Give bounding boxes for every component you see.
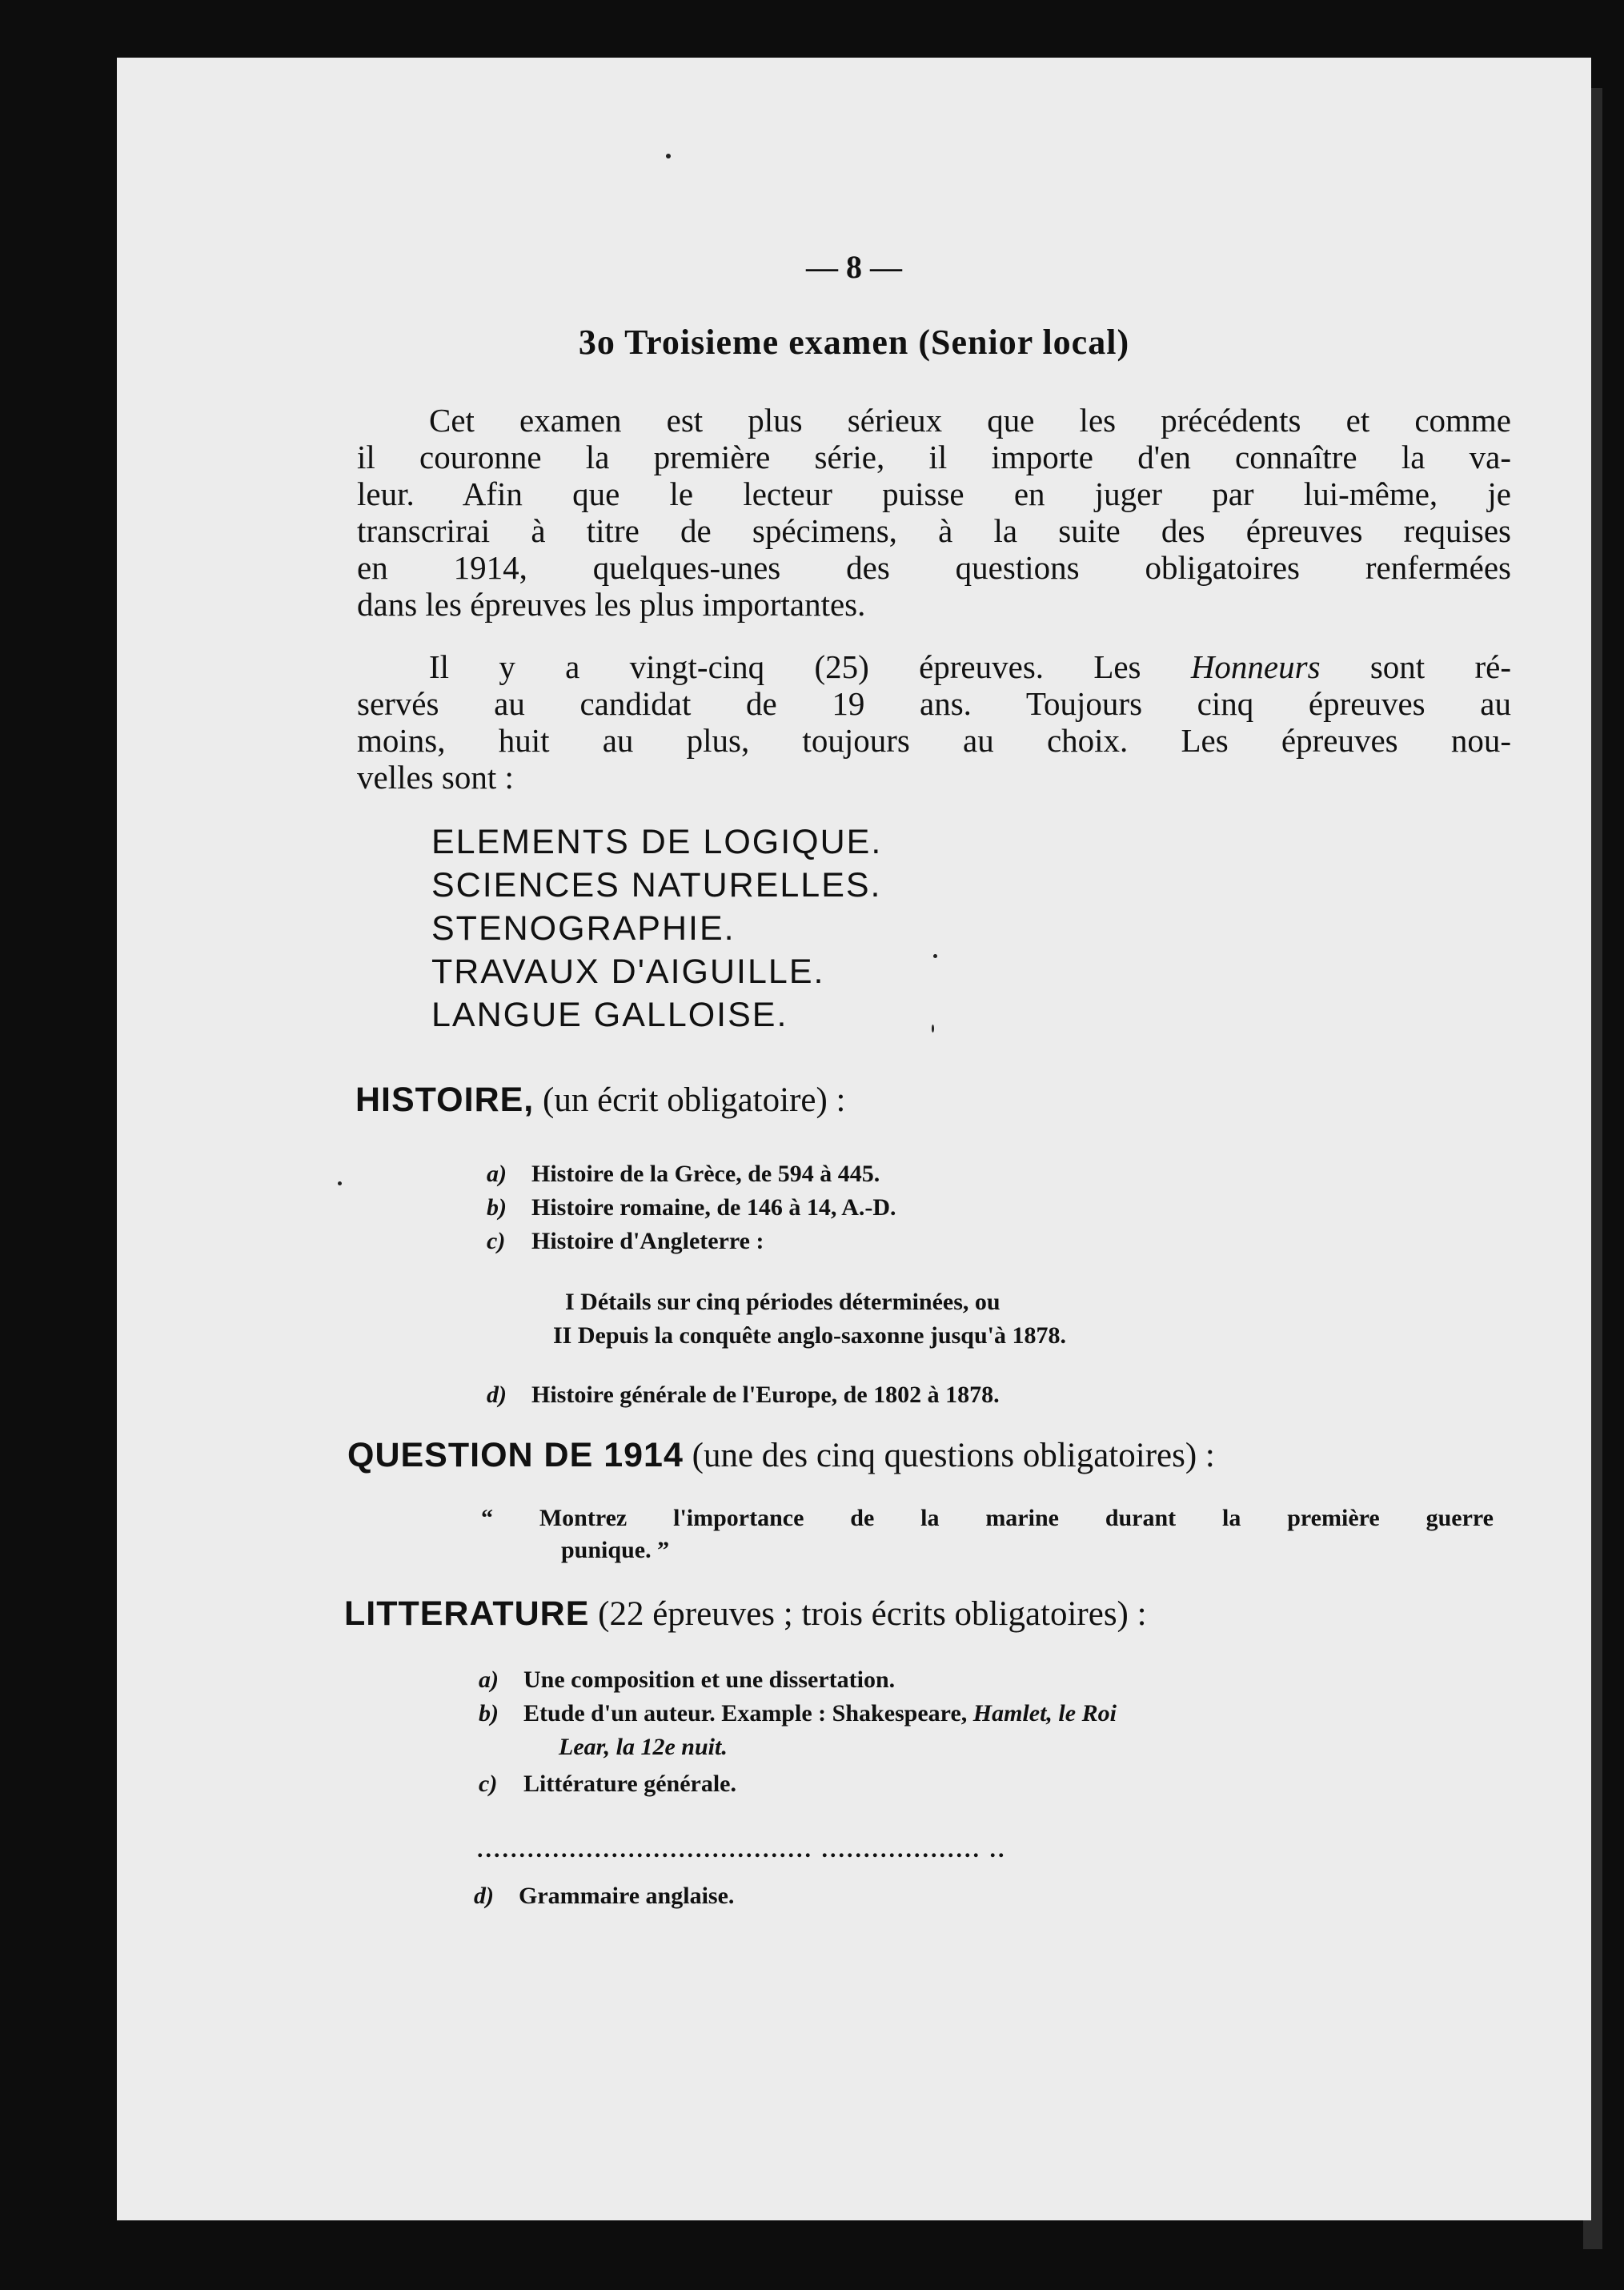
- histoire-heading: HISTOIRE, (un écrit obligatoire) :: [355, 1081, 846, 1119]
- question-text: “ Montrez l'importance de la marine durant la première guerre: [481, 1505, 1494, 1531]
- intro-line: dans les épreuves les plus importantes.: [357, 586, 866, 623]
- histoire-subitem: I Détails sur cinq périodes déterminées, ou: [565, 1289, 1000, 1315]
- litterature-heading: LITTERATURE (22 épreuves ; trois écrits obligatoires) :: [344, 1594, 1147, 1633]
- question-heading: QUESTION DE 1914 (une des cinq questions obligatoires) :: [347, 1436, 1215, 1474]
- intro-line: leur. Afin que le lecteur puisse en juger par lui-même, je: [357, 475, 1511, 512]
- histoire-item-a: a) Histoire de la Grèce, de 594 à 445.: [487, 1161, 880, 1187]
- section-title: 3o Troisieme examen (Senior local): [578, 323, 1130, 362]
- histoire-item-c: c) Histoire d'Angleterre :: [487, 1228, 764, 1254]
- litterature-item-b: b) Etude d'un auteur. Example : Shakespeare, Hamlet, le Roi: [479, 1700, 1117, 1727]
- second-para-line: Il y a vingt-cinq (25) épreuves. Les Honneurs sont ré-: [429, 648, 1511, 685]
- scan-speck: [932, 1025, 934, 1033]
- second-para-line: velles sont :: [357, 759, 514, 796]
- honneurs-term: Honneurs: [1190, 648, 1321, 685]
- page-number: — 8 —: [806, 249, 902, 285]
- second-para-line: moins, huit au plus, toujours au choix. Les épreuves nou-: [357, 722, 1511, 759]
- subject-item: TRAVAUX D'AIGUILLE.: [431, 952, 825, 991]
- subject-item: LANGUE GALLOISE.: [431, 996, 788, 1034]
- histoire-item-b: b) Histoire romaine, de 146 à 14, A.-D.: [487, 1194, 896, 1221]
- ellipsis-dots: ........................................ ................... ..: [477, 1836, 1007, 1863]
- scan-speck: [933, 954, 937, 958]
- intro-line: Cet examen est plus sérieux que les précédents et comme: [429, 402, 1511, 439]
- intro-line: transcrirai à titre de spécimens, à la suite des épreuves requises: [357, 512, 1511, 549]
- subject-item: ELEMENTS DE LOGIQUE.: [431, 823, 883, 861]
- question-text: punique. ”: [561, 1537, 670, 1563]
- histoire-item-d: d) Histoire générale de l'Europe, de 1802 à 1878.: [487, 1382, 1000, 1408]
- second-para-line: servés au candidat de 19 ans. Toujours cinq épreuves au: [357, 685, 1511, 722]
- histoire-subitem: II Depuis la conquête anglo-saxonne jusqu'à 1878.: [553, 1322, 1066, 1349]
- document-page: [117, 58, 1591, 2220]
- intro-line: en 1914, quelques-unes des questions obligatoires renfermées: [357, 549, 1511, 586]
- scan-speck: [338, 1181, 342, 1185]
- subject-item: STENOGRAPHIE.: [431, 909, 736, 948]
- intro-line: il couronne la première série, il importe d'en connaître la va-: [357, 439, 1511, 475]
- litterature-item-b-cont: Lear, la 12e nuit.: [559, 1734, 728, 1760]
- litterature-item-a: a) Une composition et une dissertation.: [479, 1666, 896, 1693]
- litterature-item-d: d) Grammaire anglaise.: [474, 1883, 735, 1909]
- litterature-item-c: c) Littérature générale.: [479, 1771, 737, 1797]
- subject-item: SCIENCES NATURELLES.: [431, 866, 882, 904]
- scan-speck: [666, 154, 671, 158]
